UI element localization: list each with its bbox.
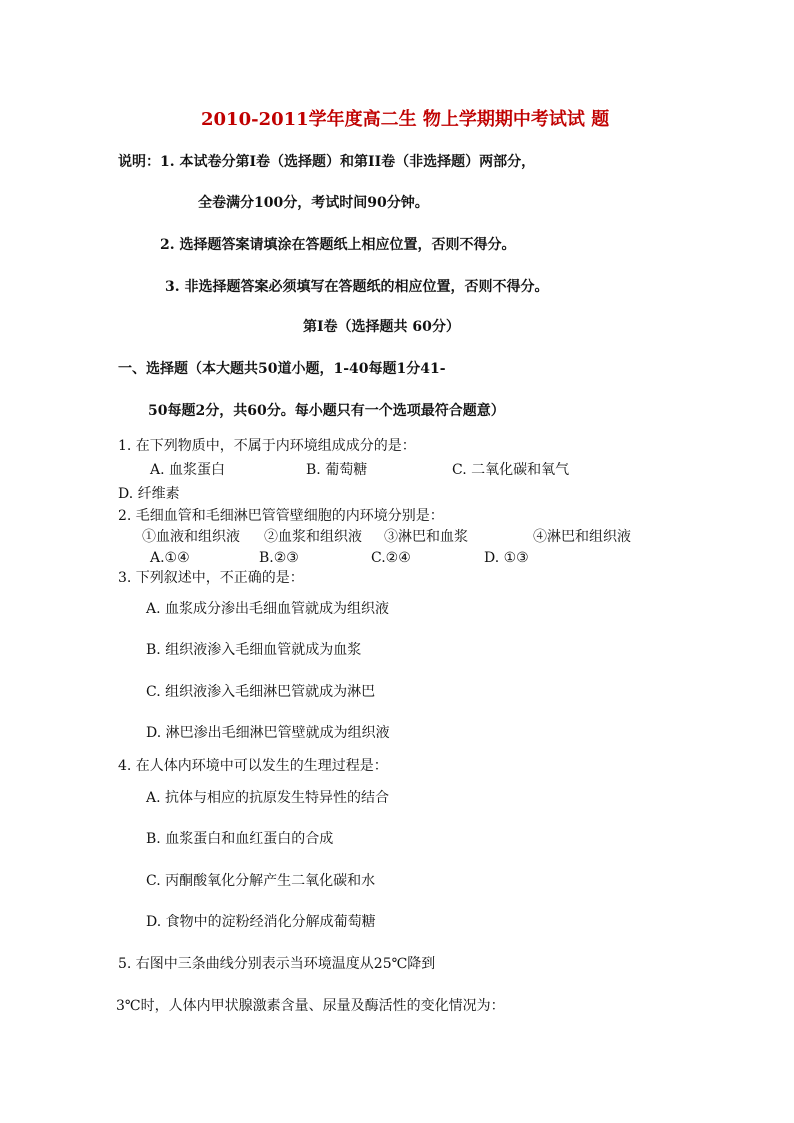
- q4-option-b: B. 血浆蛋白和血红蛋白的合成: [146, 831, 334, 847]
- page-title: 2010-2011学年度高二生 物上学期期中考试试 题: [201, 109, 610, 130]
- q3-option-b: B. 组织液渗入毛细血管就成为血浆: [146, 642, 362, 658]
- q2-item-2: ②血浆和组织液: [264, 529, 362, 545]
- q1-option-a: A. 血浆蛋白: [150, 462, 226, 478]
- q5-stem-line-1: 5. 右图中三条曲线分别表示当环境温度从25℃降到: [118, 956, 436, 972]
- q4-option-d: D. 食物中的淀粉经消化分解成葡萄糖: [146, 914, 376, 930]
- instruction-line-3: 2. 选择题答案请填涂在答题纸上相应位置，否则不得分。: [160, 237, 516, 253]
- section1-line-2: 50每题2分，共60分。每小题只有一个选项最符合题意）: [148, 403, 505, 419]
- q2-option-d: D. ①③: [484, 550, 529, 566]
- q2-option-a: A.①④: [150, 550, 190, 566]
- q4-stem: 4. 在人体内环境中可以发生的生理过程是：: [118, 758, 388, 774]
- q5-stem-line-2: 3℃时，人体内甲状腺激素含量、尿量及酶活性的变化情况为：: [116, 998, 505, 1014]
- q2-item-4: ④淋巴和组织液: [533, 529, 631, 545]
- q1-option-c: C. 二氧化碳和氧气: [452, 462, 570, 478]
- q3-option-a: A. 血浆成分渗出毛细血管就成为组织液: [146, 601, 390, 617]
- instruction-line-2: 全卷满分100分，考试时间90分钟。: [198, 195, 429, 211]
- q2-option-c: C.②④: [371, 550, 411, 566]
- q2-option-b: B.②③: [259, 550, 299, 566]
- q1-stem: 1. 在下列物质中，不属于内环境组成成分的是：: [118, 438, 416, 454]
- q2-item-1: ①血液和组织液: [142, 529, 240, 545]
- part1-heading: 第Ⅰ卷（选择题共 60分）: [303, 319, 460, 335]
- q3-stem: 3. 下列叙述中，不正确的是：: [118, 570, 304, 586]
- instruction-line-4: 3. 非选择题答案必须填写在答题纸的相应位置，否则不得分。: [165, 279, 549, 295]
- q2-stem: 2. 毛细血管和毛细淋巴管管壁细胞的内环境分别是：: [118, 508, 444, 524]
- q4-option-a: A. 抗体与相应的抗原发生特异性的结合: [146, 790, 390, 806]
- q3-option-c: C. 组织液渗入毛细淋巴管就成为淋巴: [146, 684, 376, 700]
- q1-option-d: D. 纤维素: [118, 486, 180, 502]
- q4-option-c: C. 丙酮酸氧化分解产生二氧化碳和水: [146, 873, 376, 889]
- q1-option-b: B. 葡萄糖: [306, 462, 368, 478]
- instruction-line-1: 说明：1. 本试卷分第I卷（选择题）和第II卷（非选择题）两部分，: [118, 154, 536, 170]
- q3-option-d: D. 淋巴渗出毛细淋巴管壁就成为组织液: [146, 725, 390, 741]
- section1-line-1: 一、选择题（本大题共50道小题，1-40每题1分41-: [118, 361, 446, 377]
- q2-item-3: ③淋巴和血浆: [384, 529, 468, 545]
